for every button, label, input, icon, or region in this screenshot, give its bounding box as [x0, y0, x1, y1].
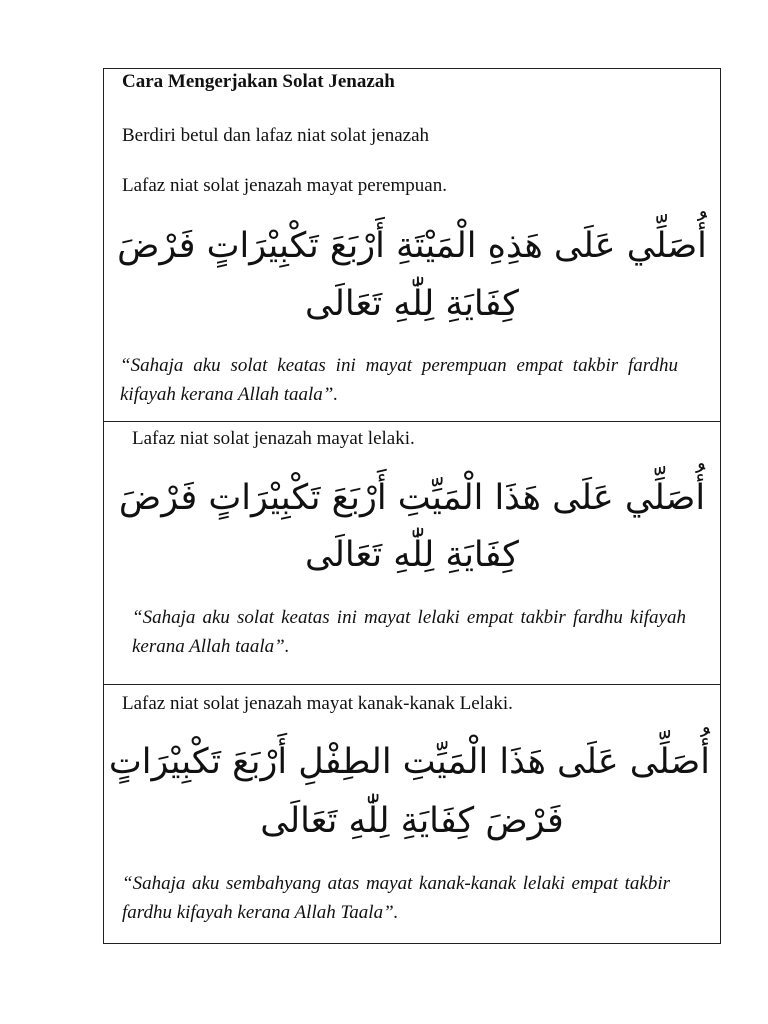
arabic-niat-line-1: أُصَلِّى عَلَى هَذَا الْمَيِّتِ الطِفْلِ أَرْبَعَ تَكْبِيْرَاتٍ: [108, 742, 710, 782]
translation-text: “Sahaja aku solat keatas ini mayat lelaki empat takbir fardhu kifayah kerana Allah taala”.: [132, 607, 686, 657]
document-table: [103, 68, 721, 944]
arabic-niat-line-1: أُصَلِّي عَلَى هَذَا الْمَيِّتِ أَرْبَعَ تَكْبِيْرَاتٍ فَرْضَ: [118, 478, 706, 518]
section-perempuan: [104, 69, 720, 421]
arabic-niat-line-1: أُصَلِّي عَلَى هَذِهِ الْمَيْتَةِ أَرْبَعَ تَكْبِيْرَاتٍ فَرْضَ: [117, 226, 707, 266]
document-title: Cara Mengerjakan Solat Jenazah: [122, 71, 395, 92]
section-kanak-kanak-lelaki: [104, 684, 720, 943]
arabic-niat-line-2: كِفَايَةِ لِلّٰهِ تَعَالَى: [305, 284, 519, 324]
section-label: Lafaz niat solat jenazah mayat perempuan.: [122, 175, 447, 196]
intro-text: Berdiri betul dan lafaz niat solat jenazah: [122, 125, 430, 146]
translation-text: “Sahaja aku solat keatas ini mayat perempuan empat takbir fardhu kifayah kerana Allah taala”.: [120, 355, 678, 405]
arabic-niat-line-2: فَرْضَ كِفَايَةِ لِلّٰهِ تَعَالَى: [260, 801, 564, 841]
section-lelaki: [104, 421, 720, 684]
arabic-niat-line-2: كِفَايَةِ لِلّٰهِ تَعَالَى: [305, 535, 519, 575]
section-label: Lafaz niat solat jenazah mayat kanak-kanak Lelaki.: [122, 693, 513, 714]
translation-text: “Sahaja aku sembahyang atas mayat kanak-kanak lelaki empat takbir fardhu kifayah kerana Allah Taala”.: [122, 873, 670, 923]
section-label: Lafaz niat solat jenazah mayat lelaki.: [132, 428, 415, 449]
